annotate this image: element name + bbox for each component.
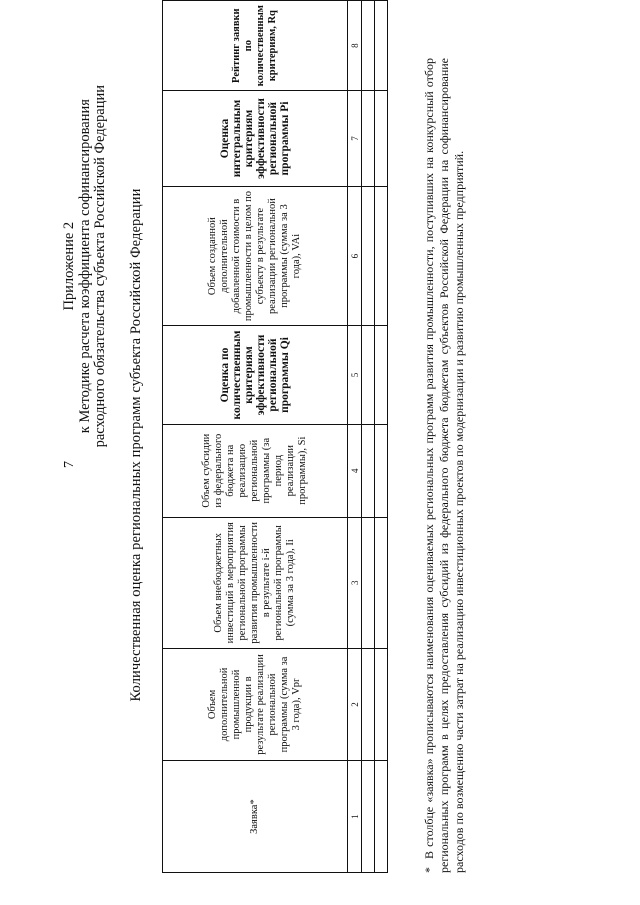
column-number: 2	[348, 648, 362, 760]
empty-cell	[362, 91, 375, 186]
header-cell-additional-production: Объем дополнительной промышленной продукции в результате реализации региональной программы (сумма за 3 года), Vрr	[163, 648, 348, 760]
appendix-line-3: расходного обязательства субъекта Российской Федерации	[92, 85, 108, 448]
header-cell-added-value: Объем созданной дополнительной добавленной стоимости в промышленности в целом по субъекту в результате реализации региональной программы (сумма за 3 года), VAi	[163, 186, 348, 326]
evaluation-table	[162, 0, 388, 873]
empty-cell	[362, 186, 375, 326]
header-cell-integral-score: Оценка интегральным критериям эффективности региональной программы Pi	[163, 91, 348, 186]
column-number-row	[348, 1, 362, 873]
header-cell-rating: Рейтинг заявки по количественным критериям, Rq	[163, 1, 348, 91]
empty-cell	[375, 424, 388, 517]
header-cell-extrabudgetary-investment: Объем внебюджетных инвестиций в мероприятия региональной программы развития промышленности в результате i-й региональной программы (сумма за 3 года), Ii	[163, 517, 348, 648]
empty-cell	[375, 186, 388, 326]
header-cell-application: Заявка*	[163, 761, 348, 873]
footnote	[422, 58, 467, 873]
column-number: 4	[348, 424, 362, 517]
empty-cell	[375, 1, 388, 91]
empty-cell	[362, 648, 375, 760]
empty-cell	[362, 517, 375, 648]
column-number: 7	[348, 91, 362, 186]
header-cell-quantitative-score: Оценка по количественным критериям эффективности региональной программы Qi	[163, 326, 348, 424]
empty-cell	[362, 326, 375, 424]
column-number: 5	[348, 326, 362, 424]
column-number: 8	[348, 1, 362, 91]
table-header-row	[163, 1, 348, 873]
appendix-line-2: к Методике расчета коэффициента софинансирования	[76, 99, 93, 434]
footnote-text: В столбце «заявка» прописываются наименования оцениваемых региональных программ развития промышленности, поступивших на конкурсный отбор региональных программ в целях предоставления субсидий из федерального бюджета бюджетам субъектов Российской Федерации на софинансирование расходов по возмещению части затрат на реализацию инвестиционных проектов по модернизации и развитию промышленных предприятий.	[422, 58, 466, 873]
column-number: 3	[348, 517, 362, 648]
appendix-header	[62, 85, 109, 447]
empty-cell	[362, 761, 375, 873]
table-row	[362, 1, 375, 873]
column-number: 1	[348, 761, 362, 873]
header-cell-federal-subsidy: Объем субсидии из федерального бюджета на реализацию региональной программы (за период реализации программы), Si	[163, 424, 348, 517]
empty-cell	[362, 424, 375, 517]
table-row	[375, 1, 388, 873]
column-number: 6	[348, 186, 362, 326]
appendix-line-1: Приложение 2	[61, 221, 77, 311]
empty-cell	[375, 761, 388, 873]
empty-cell	[375, 91, 388, 186]
table-title: Количественная оценка региональных программ субъекта Российской Федерации	[128, 188, 144, 702]
empty-cell	[375, 326, 388, 424]
empty-cell	[375, 517, 388, 648]
empty-cell	[375, 648, 388, 760]
page-number: 7	[62, 461, 77, 468]
footnote-marker: *	[422, 867, 436, 873]
empty-cell	[362, 1, 375, 91]
